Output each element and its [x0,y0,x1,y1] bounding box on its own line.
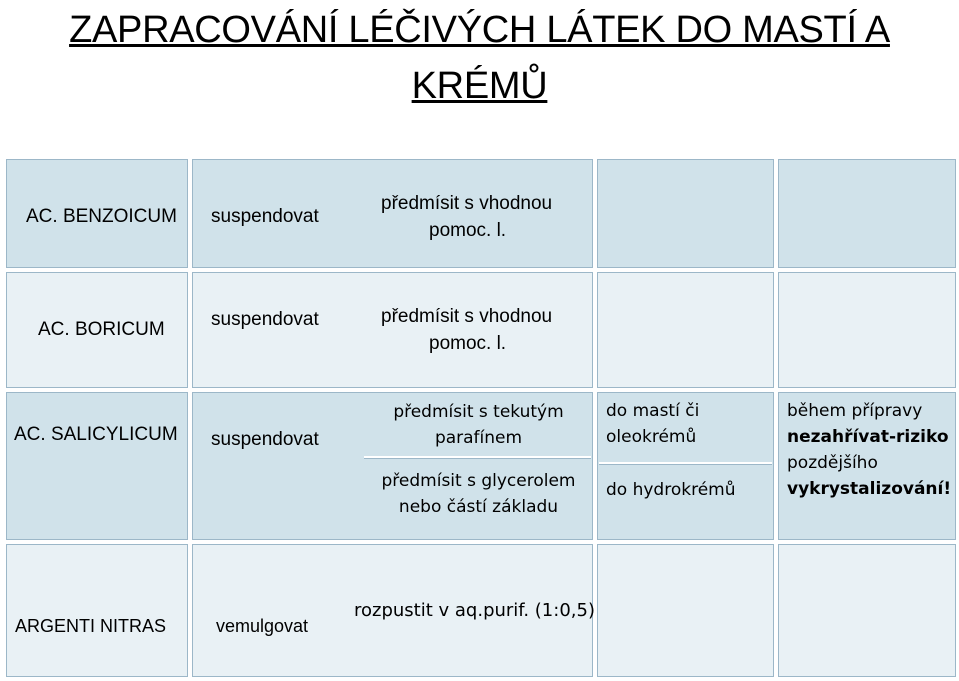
page-title-line-1: ZAPRACOVÁNÍ LÉČIVÝCH LÁTEK DO MASTÍ A [69,9,890,51]
base-type-cell [595,390,776,542]
method-cell [190,390,595,542]
empty-cell [776,542,958,679]
substance-cell [4,390,190,542]
note-text-line-2: pomoc. l. [429,220,507,241]
method-cell [190,157,595,270]
substance-name: AC. SALICYLICUM [14,424,178,445]
substance-name: AC. BENZOICUM [26,206,177,227]
table-row [4,390,958,542]
method-text: vemulgovat [216,616,309,636]
substance-name: AC. BORICUM [38,319,165,340]
method-cell [190,542,595,679]
warning-line-3: pozdějšího [787,453,878,473]
note-b-line-1: předmísit s glycerolem [381,471,576,491]
table-row [4,270,958,390]
method-text: suspendovat [211,429,319,450]
note-text-line-2: pomoc. l. [429,333,507,354]
empty-cell [595,157,776,270]
table-row [4,542,958,679]
method-text: suspendovat [211,309,319,330]
note-text-line-1: předmísit s vhodnou [381,306,553,327]
warning-cell [776,390,958,542]
note-a-line-1: předmísit s tekutým [393,402,564,422]
base-a-line-1: do mastí či [606,401,700,421]
note-a-line-2: parafínem [434,428,523,448]
warning-line-1: během přípravy [787,401,923,421]
table-row [4,157,958,270]
substance-cell [4,542,190,679]
substance-cell [4,157,190,270]
page-title [0,2,959,114]
note-text-line-1: předmísit s vhodnou [381,193,553,214]
note-text: rozpustit v aq.purif. (1:0,5) [354,600,595,621]
method-text: suspendovat [211,206,319,227]
warning-line-2: nezahřívat-riziko [787,427,949,447]
warning-line-4: vykrystalizování! [787,479,952,499]
substance-table [4,157,958,679]
empty-cell [595,270,776,390]
base-a-line-2: oleokrémů [606,427,697,447]
inner-divider [364,456,591,458]
page-title-line-2: KRÉMŮ [411,65,548,107]
empty-cell [776,270,958,390]
preparation-notes [364,392,593,544]
substance-name: ARGENTI NITRAS [15,616,167,636]
note-b-line-2: nebo částí základu [398,497,559,517]
method-cell [190,270,595,390]
inner-divider [599,462,772,464]
base-b-text: do hydrokrémů [606,480,736,500]
empty-cell [595,542,776,679]
substance-cell [4,270,190,390]
empty-cell [776,157,958,270]
